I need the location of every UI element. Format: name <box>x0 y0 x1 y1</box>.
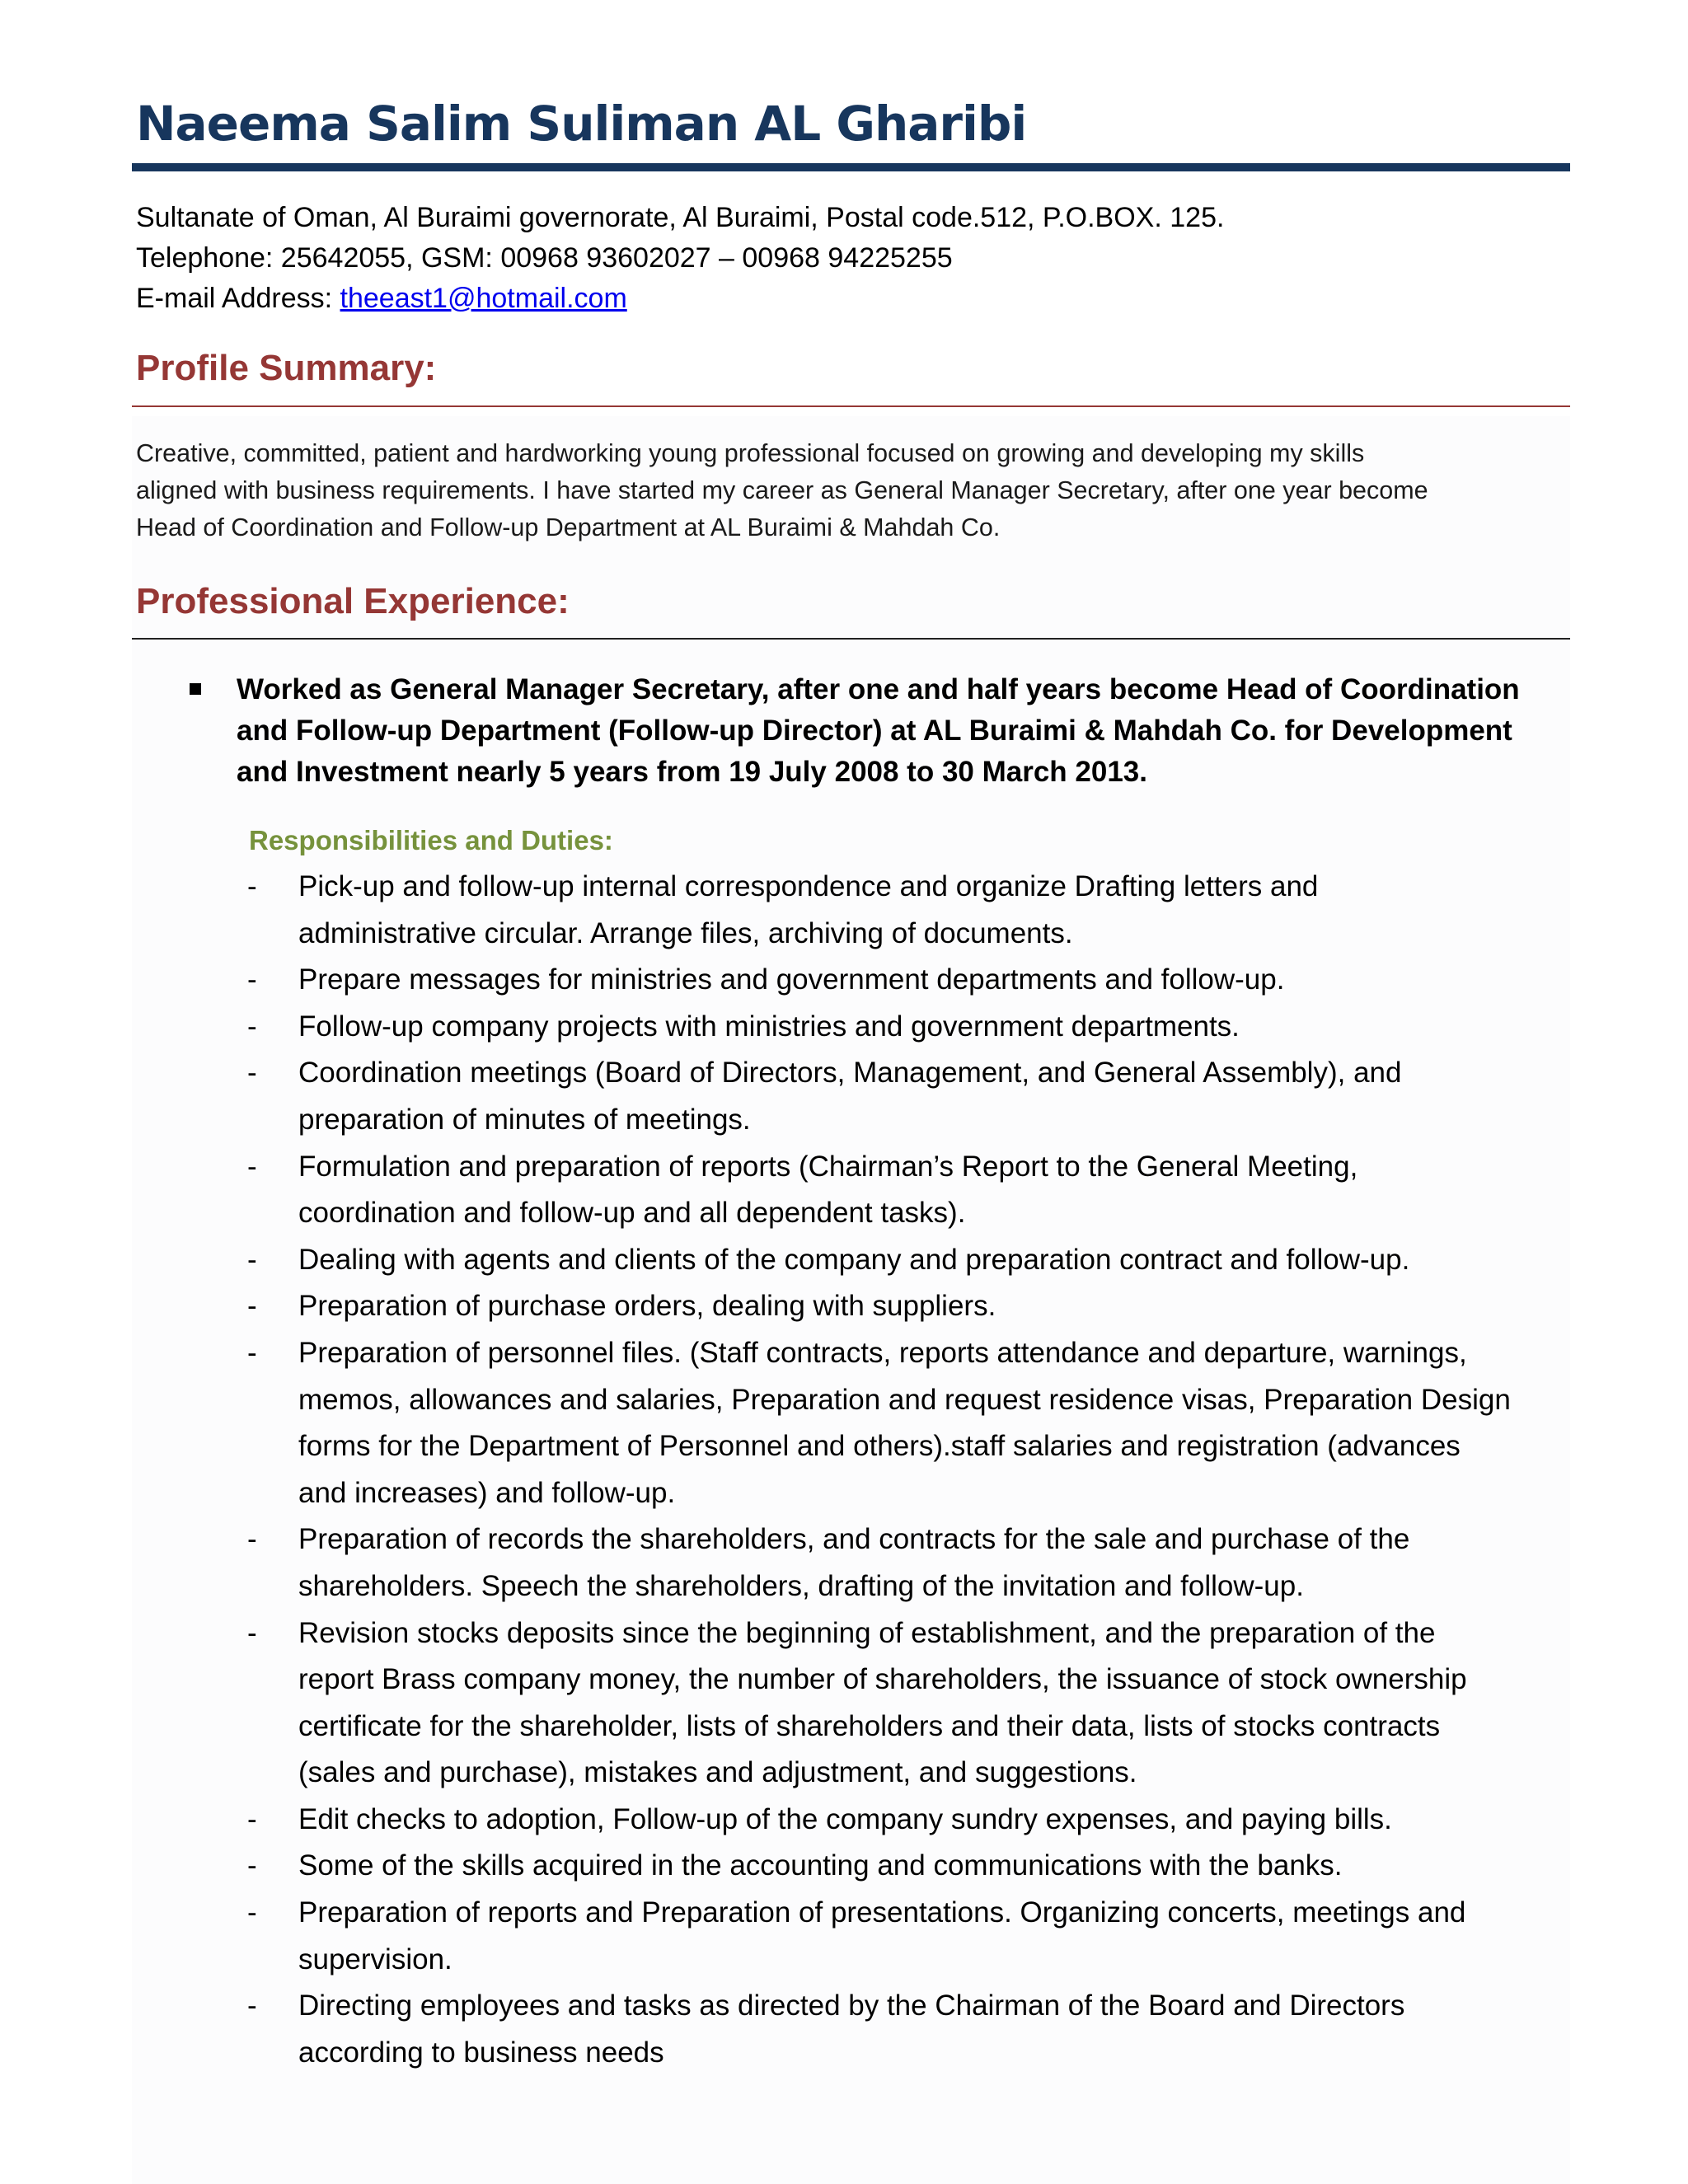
duty-line: according to business needs <box>298 2036 664 2069</box>
dash-bullet: - <box>247 1896 257 1929</box>
duty-line: (sales and purchase), mistakes and adjustment, and suggestions. <box>298 1756 1137 1789</box>
dash-bullet: - <box>247 1150 257 1183</box>
summary-line: Creative, committed, patient and hardworking young professional focused on growing and developing my skills <box>136 439 1365 467</box>
email-label: E-mail Address: <box>136 283 340 314</box>
dash-bullet: - <box>247 1010 257 1043</box>
duty-line: Directing employees and tasks as directed by the Chairman of the Board and Directors <box>298 1990 1405 2022</box>
duty-item <box>247 1890 1574 1983</box>
profile-summary-text <box>136 435 1574 546</box>
dash-bullet: - <box>247 1336 257 1369</box>
duty-line: administrative circular. Arrange files, archiving of documents. <box>298 916 1073 949</box>
duty-line: Preparation of personnel files. (Staff contracts, reports attendance and departure, warnings, <box>298 1336 1467 1369</box>
duty-item <box>247 1237 1574 1284</box>
square-bullet-icon <box>190 683 201 695</box>
duty-line: Revision stocks deposits since the beginning of establishment, and the preparation of the <box>298 1616 1436 1649</box>
dash-bullet: - <box>247 1290 257 1323</box>
job-entry <box>190 669 1574 793</box>
duty-line: preparation of minutes of meetings. <box>298 1103 751 1136</box>
duty-item <box>247 1516 1574 1610</box>
duty-line: memos, allowances and salaries, Preparation and request residence visas, Preparation Design <box>298 1383 1511 1416</box>
dash-bullet: - <box>247 1243 257 1276</box>
duty-line: coordination and follow-up and all dependent tasks). <box>298 1197 966 1230</box>
duty-item <box>247 1610 1574 1797</box>
duties-list <box>247 864 1574 2076</box>
telephone-line: Telephone: 25642055, GSM: 00968 93602027 – 00968 94225255 <box>136 242 953 274</box>
duty-item <box>247 1144 1574 1237</box>
contact-block <box>136 198 1554 319</box>
job-line: and Follow-up Department (Follow-up Director) at AL Buraimi & Mahdah Co. for Development <box>237 715 1512 747</box>
duty-item <box>247 1797 1574 1844</box>
duty-line: Edit checks to adoption, Follow-up of the company sundry expenses, and paying bills. <box>298 1802 1392 1835</box>
job-line: and Investment nearly 5 years from 19 July 2008 to 30 March 2013. <box>237 756 1147 788</box>
dash-bullet: - <box>247 1990 257 2022</box>
dash-bullet: - <box>247 1849 257 1882</box>
duty-item <box>247 1050 1574 1143</box>
duty-item <box>247 1330 1574 1516</box>
summary-line: aligned with business requirements. I have started my career as General Manager Secretary, after one year become <box>136 476 1428 504</box>
address-line: Sultanate of Oman, Al Buraimi governorate, Al Buraimi, Postal code.512, P.O.BOX. 125. <box>136 202 1225 233</box>
duty-line: Dealing with agents and clients of the company and preparation contract and follow-up. <box>298 1243 1410 1276</box>
email-line <box>136 279 1554 319</box>
duty-line: supervision. <box>298 1943 452 1975</box>
duty-line: Follow-up company projects with ministries and government departments. <box>298 1010 1240 1043</box>
summary-line: Head of Coordination and Follow-up Department at AL Buraimi & Mahdah Co. <box>136 513 1001 541</box>
duty-line: Preparation of purchase orders, dealing with suppliers. <box>298 1290 996 1323</box>
duty-line: forms for the Department of Personnel and others).staff salaries and registration (advances <box>298 1430 1461 1463</box>
duty-item <box>247 864 1574 957</box>
dash-bullet: - <box>247 1057 257 1090</box>
duty-line: and increases) and follow-up. <box>298 1476 676 1509</box>
duty-line: Some of the skills acquired in the accounting and communications with the banks. <box>298 1849 1343 1882</box>
duty-item <box>247 1843 1574 1890</box>
profile-summary-rule <box>132 405 1570 407</box>
duty-item <box>247 1983 1574 2076</box>
duty-line: Coordination meetings (Board of Directors, Management, and General Assembly), and <box>298 1057 1402 1090</box>
profile-summary-title: Profile Summary: <box>136 348 437 388</box>
duty-line: shareholders. Speech the shareholders, drafting of the invitation and follow-up. <box>298 1569 1304 1602</box>
duty-item <box>247 1004 1574 1051</box>
duty-line: Formulation and preparation of reports (Chairman’s Report to the General Meeting, <box>298 1150 1358 1183</box>
duty-line: Preparation of reports and Preparation of presentations. Organizing concerts, meetings and <box>298 1896 1466 1929</box>
dash-bullet: - <box>247 963 257 996</box>
dash-bullet: - <box>247 870 257 902</box>
duty-line: Prepare messages for ministries and government departments and follow-up. <box>298 963 1285 996</box>
resume-name: Naeema Salim Suliman AL Gharibi <box>136 96 1027 152</box>
responsibilities-heading: Responsibilities and Duties: <box>249 825 613 855</box>
email-link[interactable]: theeast1@hotmail.com <box>340 283 627 314</box>
professional-experience-title: Professional Experience: <box>136 581 570 621</box>
job-description <box>237 669 1574 793</box>
name-underline <box>132 163 1570 171</box>
duty-line: certificate for the shareholder, lists of shareholders and their data, lists of stocks contracts <box>298 1709 1441 1742</box>
duty-line: Pick-up and follow-up internal correspondence and organize Drafting letters and <box>298 870 1319 902</box>
job-line: Worked as General Manager Secretary, after one and half years become Head of Coordination <box>237 673 1520 705</box>
dash-bullet: - <box>247 1802 257 1835</box>
dash-bullet: - <box>247 1616 257 1649</box>
duty-item <box>247 1283 1574 1330</box>
duty-item <box>247 957 1574 1004</box>
duty-line: report Brass company money, the number of shareholders, the issuance of stock ownership <box>298 1663 1467 1696</box>
duty-line: Preparation of records the shareholders, and contracts for the sale and purchase of the <box>298 1523 1410 1556</box>
professional-experience-rule <box>132 638 1570 640</box>
dash-bullet: - <box>247 1523 257 1556</box>
